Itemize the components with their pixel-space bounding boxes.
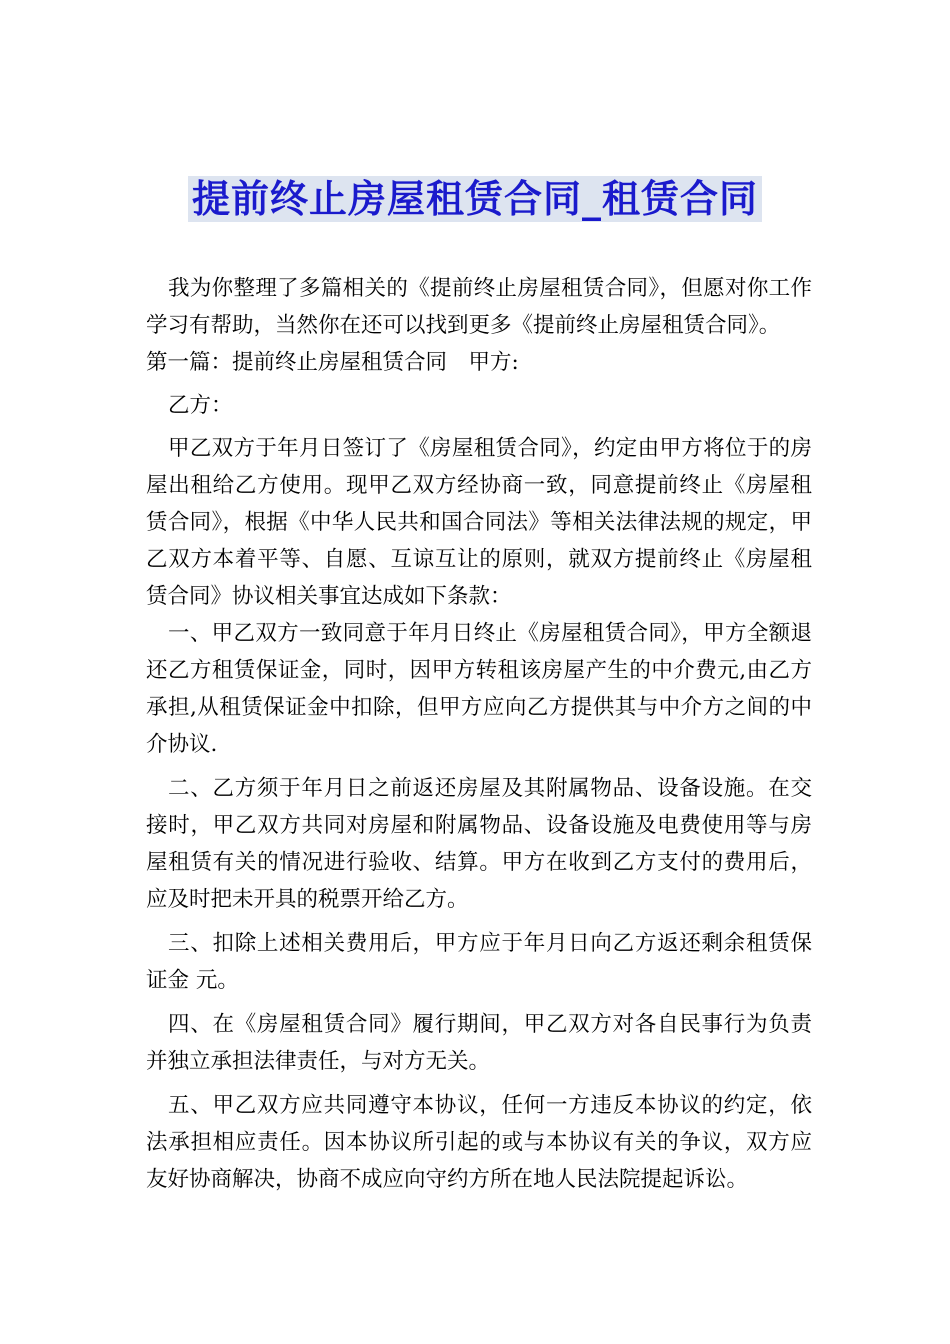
clause-1: 一、甲乙双方一致同意于年月日终止《房屋租赁合同》，甲方全额退还乙方租赁保证金，同时，因甲方转租该房屋产生的中介费元,由乙方承担,从租赁保证金中扣除，但甲方应向乙方提供其与中介方之间的中介协议. bbox=[146, 621, 812, 757]
preamble-paragraph: 甲乙双方于年月日签订了《房屋租赁合同》，约定由甲方将位于的房屋出租给乙方使用。现甲乙双方经协商一致，同意提前终止《房屋租赁合同》，根据《中华人民共和国合同法》等相关法律法规的规定，甲乙双方本着平等、自愿、互谅互让的原则，就双方提前终止《房屋租赁合同》协议相关事宜达成如下条款： bbox=[146, 436, 812, 609]
title-container bbox=[0, 176, 950, 222]
intro-paragraph: 我为你整理了多篇相关的《提前终止房屋租赁合同》，但愿对你工作学习有帮助，当然你在还可以找到更多《提前终止房屋租赁合同》。 bbox=[146, 276, 812, 338]
clause-2: 二、乙方须于年月日之前返还房屋及其附属物品、设备设施。在交接时，甲乙双方共同对房屋和附属物品、设备设施及电费使用等与房屋租赁有关的情况进行验收、结算。甲方在收到乙方支付的费用后，应及时把未开具的税票开给乙方。 bbox=[146, 776, 812, 912]
clause-3: 三、扣除上述相关费用后，甲方应于年月日向乙方返还剩余租赁保证金 元。 bbox=[146, 931, 812, 993]
clause-4: 四、在《房屋租赁合同》履行期间，甲乙双方对各自民事行为负责并独立承担法律责任，与对方无关。 bbox=[146, 1012, 812, 1074]
section-heading: 第一篇：提前终止房屋租赁合同 甲方: bbox=[146, 350, 519, 375]
clause-5: 五、甲乙双方应共同遵守本协议，任何一方违反本协议的约定，依法承担相应责任。因本协议所引起的或与本协议有关的争议，双方应友好协商解决，协商不成应向守约方所在地人民法院提起诉讼。 bbox=[146, 1093, 812, 1192]
document-body bbox=[146, 270, 812, 1198]
document-title: 提前终止房屋租赁合同_租赁合同 bbox=[188, 176, 762, 222]
party-b-line: 乙方： bbox=[168, 393, 233, 418]
